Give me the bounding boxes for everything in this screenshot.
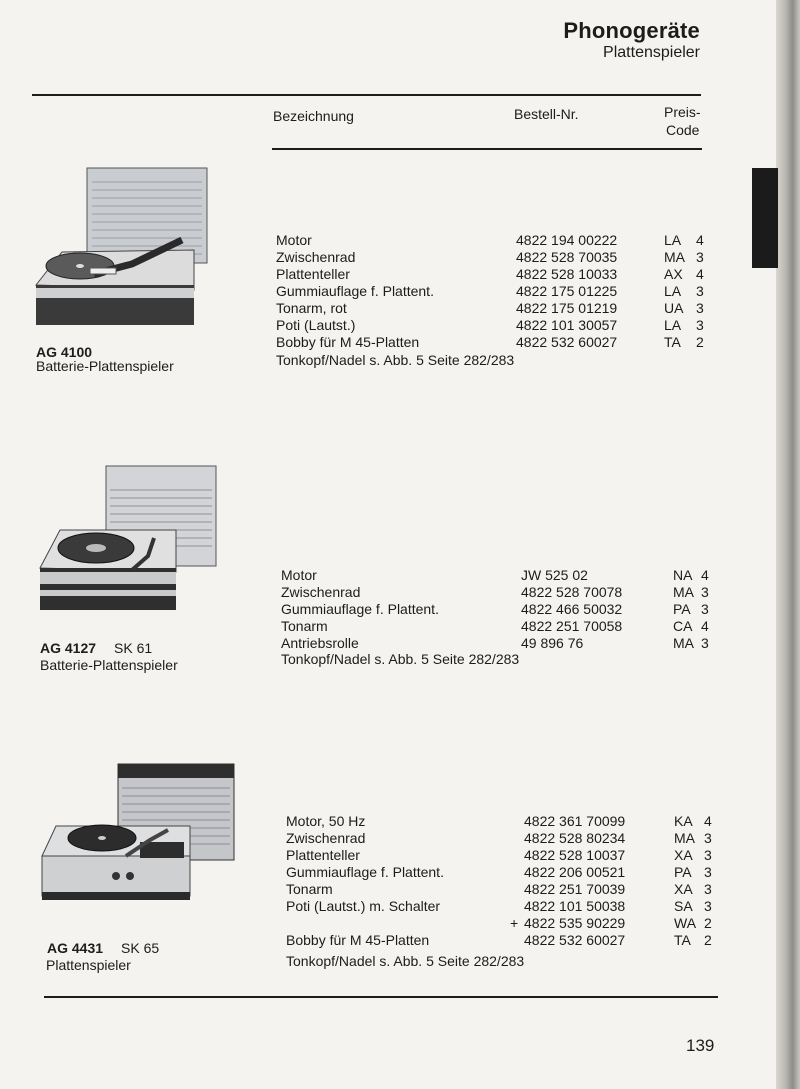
- price-digit: 2: [704, 932, 712, 948]
- price-digit: 4: [696, 232, 704, 248]
- turntable-photo-ag4100: [32, 160, 222, 335]
- model-prefix: AG: [40, 640, 61, 656]
- page-number: 139: [686, 1036, 715, 1055]
- price-digit: 4: [696, 266, 704, 282]
- part-name: Gummiauflage f. Plattent.: [286, 864, 444, 880]
- price-digit: 3: [701, 584, 709, 600]
- part-name: Antriebsrolle: [281, 635, 359, 651]
- price-digit: 3: [696, 300, 704, 316]
- part-number: 4822 194 00222: [516, 232, 618, 248]
- part-number: 4822 528 10037: [524, 847, 626, 863]
- turntable-photo-ag4431: [40, 760, 240, 910]
- part-name: Poti (Lautst.) m. Schalter: [286, 898, 441, 914]
- column-header-rule: [272, 148, 702, 150]
- price-digit: 3: [704, 881, 712, 897]
- price-digit: 4: [704, 813, 712, 829]
- part-name: Tonarm, rot: [276, 300, 347, 316]
- price-digit: 4: [701, 618, 709, 634]
- price-code: TA: [674, 932, 691, 948]
- price-code: AX: [664, 266, 683, 282]
- part-name: Zwischenrad: [281, 584, 361, 600]
- price-digit: 2: [704, 915, 712, 931]
- product-description-ag4100: Batterie-Plattenspieler: [36, 358, 174, 374]
- reference-note: Tonkopf/Nadel s. Abb. 5 Seite 282/283: [286, 953, 525, 969]
- price-code: XA: [674, 847, 693, 863]
- model-code: 4100: [60, 344, 93, 360]
- product-model-ag4431: [47, 940, 159, 956]
- price-code: UA: [664, 300, 684, 316]
- price-digit: 3: [704, 830, 712, 846]
- part-number: 4822 532 60027: [516, 334, 618, 350]
- part-number: 4822 175 01219: [516, 300, 618, 316]
- price-code: LA: [664, 283, 682, 299]
- part-name: Motor: [276, 232, 312, 248]
- product-model-ag4127: [40, 640, 152, 656]
- price-code: MA: [673, 584, 694, 600]
- part-number: 4822 251 70058: [521, 618, 623, 634]
- price-digit: 3: [704, 898, 712, 914]
- column-header-price-line1: Preis-: [664, 104, 701, 120]
- price-code: PA: [673, 601, 691, 617]
- part-name: Motor: [281, 567, 317, 583]
- part-number: 4822 528 10033: [516, 266, 618, 282]
- part-number: 4822 175 01225: [516, 283, 618, 299]
- price-digit: 3: [696, 283, 704, 299]
- price-code: MA: [664, 249, 685, 265]
- part-number: 4822 101 30057: [516, 317, 618, 333]
- part-number: 4822 532 60027: [524, 932, 626, 948]
- model-sk: SK 65: [121, 940, 160, 956]
- part-number: 4822 535 90229: [524, 915, 626, 931]
- price-code: PA: [674, 864, 692, 880]
- part-number: JW 525 02: [521, 567, 588, 583]
- price-digit: 4: [701, 567, 709, 583]
- price-code: XA: [674, 881, 693, 897]
- part-number: 49 896 76: [521, 635, 584, 651]
- part-number: 4822 251 70039: [524, 881, 626, 897]
- price-digit: 3: [701, 601, 709, 617]
- price-code: MA: [673, 635, 694, 651]
- price-digit: 3: [696, 317, 704, 333]
- price-code: KA: [674, 813, 693, 829]
- model-sk: SK 61: [114, 640, 153, 656]
- price-digit: 3: [696, 249, 704, 265]
- part-name: Plattenteller: [276, 266, 350, 282]
- column-header-name: Bezeichnung: [273, 108, 354, 124]
- part-name: Tonarm: [286, 881, 333, 897]
- model-prefix: AG: [36, 344, 57, 360]
- footer-rule: [44, 996, 718, 998]
- product-description-ag4127: Batterie-Plattenspieler: [40, 657, 178, 673]
- part-name: Plattenteller: [286, 847, 360, 863]
- price-code: WA: [674, 915, 697, 931]
- price-code: CA: [673, 618, 693, 634]
- price-code: LA: [664, 317, 682, 333]
- page-title: Phonogeräte: [563, 18, 700, 43]
- column-header-order-no: Bestell-Nr.: [514, 106, 579, 122]
- product-description-ag4431: Plattenspieler: [46, 957, 131, 973]
- price-code: MA: [674, 830, 695, 846]
- model-code: 4127: [64, 640, 97, 656]
- part-name: Poti (Lautst.): [276, 317, 356, 333]
- section-thumb-tab: [752, 168, 778, 268]
- reference-note: Tonkopf/Nadel s. Abb. 5 Seite 282/283: [281, 651, 520, 667]
- part-number: 4822 528 80234: [524, 830, 626, 846]
- part-number: 4822 101 50038: [524, 898, 626, 914]
- part-name: Tonarm: [281, 618, 328, 634]
- page-subtitle: Plattenspieler: [603, 44, 700, 61]
- page-binding-edge: [776, 0, 800, 1089]
- part-name: Bobby für M 45-Platten: [276, 334, 420, 350]
- model-code: 4431: [71, 940, 104, 956]
- part-number: 4822 528 70078: [521, 584, 623, 600]
- price-code: SA: [674, 898, 693, 914]
- part-number: 4822 361 70099: [524, 813, 626, 829]
- part-number: 4822 528 70035: [516, 249, 618, 265]
- price-digit: 3: [704, 847, 712, 863]
- turntable-photo-ag4127: [36, 460, 226, 625]
- price-digit: 3: [704, 864, 712, 880]
- part-name: Zwischenrad: [276, 249, 356, 265]
- price-code: TA: [664, 334, 681, 350]
- header-rule: [32, 94, 701, 96]
- reference-note: Tonkopf/Nadel s. Abb. 5 Seite 282/283: [276, 352, 515, 368]
- column-header-price-line2: Code: [666, 122, 700, 138]
- part-number: 4822 206 00521: [524, 864, 626, 880]
- part-name: Zwischenrad: [286, 830, 366, 846]
- model-prefix: AG: [47, 940, 68, 956]
- price-digit: 3: [701, 635, 709, 651]
- part-name: Motor, 50 Hz: [286, 813, 366, 829]
- price-code: LA: [664, 232, 682, 248]
- price-digit: 2: [696, 334, 704, 350]
- part-number: 4822 466 50032: [521, 601, 623, 617]
- part-name: Gummiauflage f. Plattent.: [276, 283, 434, 299]
- part-name: Bobby für M 45-Platten: [286, 932, 430, 948]
- part-name: Gummiauflage f. Plattent.: [281, 601, 439, 617]
- price-code: NA: [673, 567, 693, 583]
- part-plus-marker: +: [510, 915, 519, 931]
